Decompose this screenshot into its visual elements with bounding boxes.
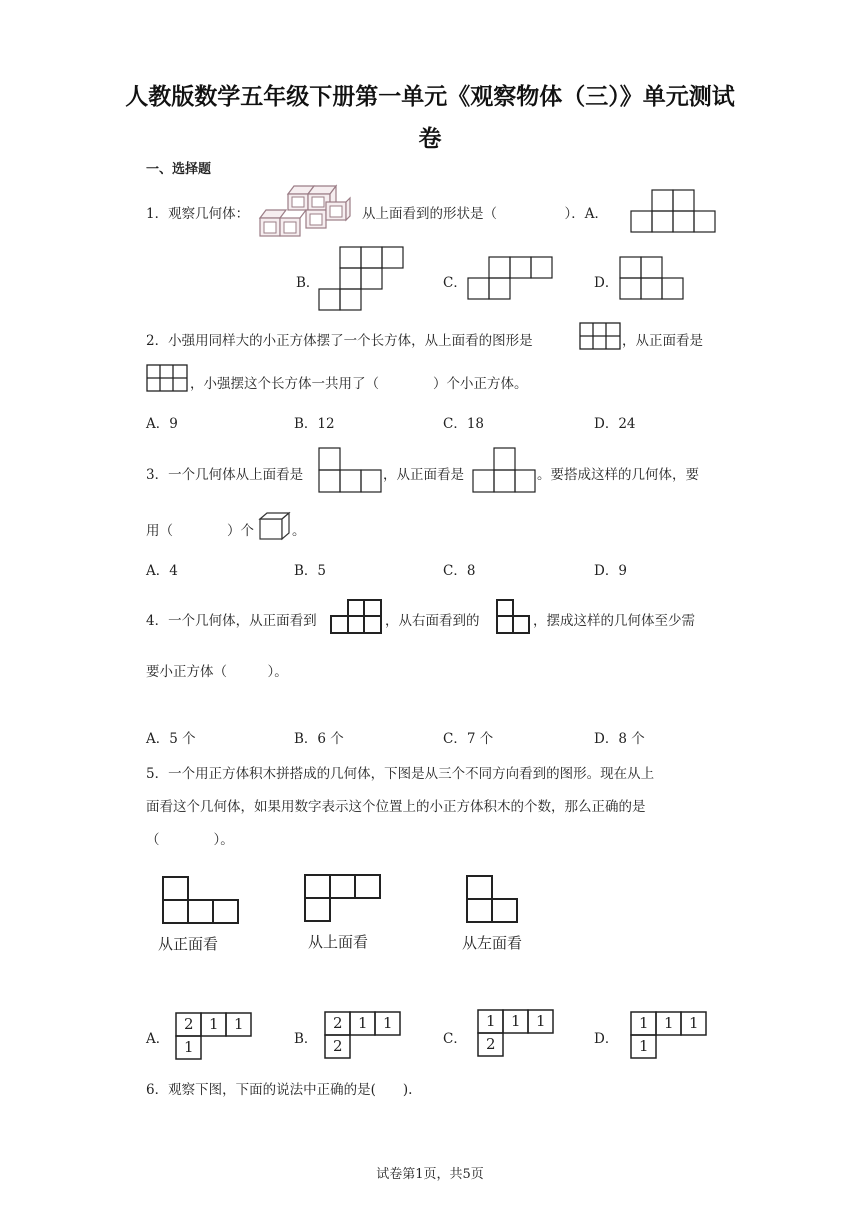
q2-option-a[interactable]: A．9 [146, 416, 178, 432]
q4-option-d[interactable]: D．8 个 [594, 731, 645, 747]
q4-front-view-figure [329, 598, 383, 636]
section-heading: 一、选择题 [146, 162, 212, 177]
q4-line1c: ，摆成这样的几何体至少需 [533, 613, 695, 629]
q5-left-view-caption: 从左面看 [462, 934, 523, 952]
q3-line2b: 。 [292, 523, 306, 539]
q5-option-d-label[interactable]: D． [594, 1031, 619, 1047]
page-title-continued: 卷 [418, 126, 442, 152]
q5-option-c-grid [477, 1009, 555, 1057]
q4-option-c[interactable]: C．7 个 [443, 731, 494, 747]
grid-cell: 1 [689, 1014, 699, 1032]
grid-cell: 1 [383, 1014, 393, 1032]
q4-line1b: ，从右面看到的 [385, 613, 480, 629]
q2-line2: ，小强摆这个长方体一共用了（ ）个小正方体。 [190, 376, 528, 392]
q5-option-a-label[interactable]: A． [146, 1031, 170, 1047]
page-title: 人教版数学五年级下册第一单元《观察物体（三）》单元测试 [125, 84, 735, 110]
q1-option-c-figure [468, 256, 552, 299]
q1-option-d-label[interactable]: D． [594, 275, 619, 291]
q3-line1: 3．一个几何体从上面看是 [146, 467, 304, 483]
q3-line1b: ，从正面看是 [383, 467, 464, 483]
q2-top-view-figure [579, 322, 621, 350]
q5-front-view-caption: 从正面看 [158, 935, 219, 953]
grid-cell: 1 [639, 1014, 649, 1032]
q2-option-b[interactable]: B．12 [294, 416, 335, 432]
cube-icon [259, 512, 291, 540]
q1-stem: 从上面看到的形状是（ ）．A． [362, 206, 608, 222]
grid-cell: 1 [536, 1012, 546, 1030]
q5-line3: （ ）。 [146, 832, 234, 848]
q4-option-b[interactable]: B．6 个 [294, 731, 344, 747]
q3-option-b[interactable]: B．5 [294, 563, 327, 579]
grid-cell: 1 [209, 1015, 219, 1033]
q4-right-view-figure [495, 598, 531, 636]
page-footer: 试卷第1页，共5页 [376, 1167, 484, 1182]
q5-top-view-figure [304, 874, 382, 922]
grid-cell: 1 [184, 1038, 194, 1056]
q2-option-d[interactable]: D．24 [594, 416, 636, 432]
q2-option-c[interactable]: C．18 [443, 416, 485, 432]
grid-cell: 2 [333, 1037, 343, 1055]
q5-line1: 5．一个用正方体积木拼搭成的几何体，下图是从三个不同方向看到的图形。现在从上 [146, 766, 655, 782]
q4-option-a[interactable]: A．5 个 [146, 731, 196, 747]
q2-line1b: ，从正面看是 [622, 333, 703, 349]
q5-line2: 面看这个几何体，如果用数字表示这个位置上的小正方体积木的个数，那么正确的是 [146, 799, 646, 815]
q6-line1: 6．观察下图，下面的说法中正确的是( ). [146, 1082, 413, 1098]
grid-cell: 2 [486, 1035, 496, 1053]
grid-cell: 1 [639, 1037, 649, 1055]
q2-line1: 2．小强用同样大的小正方体摆了一个长方体，从上面看的图形是 [146, 333, 533, 349]
grid-cell: 1 [511, 1012, 521, 1030]
q5-top-view-caption: 从上面看 [308, 933, 369, 951]
q1-solid-figure [258, 182, 350, 238]
q1-option-d-figure [620, 256, 684, 299]
q2-front-view-figure [146, 364, 188, 392]
grid-cell: 2 [184, 1015, 194, 1033]
grid-cell: 1 [486, 1012, 496, 1030]
q5-option-c-label[interactable]: C． [443, 1031, 467, 1047]
q5-option-b-label[interactable]: B． [294, 1031, 318, 1047]
q1-option-b-label[interactable]: B． [296, 275, 320, 291]
q1-option-a-figure [631, 189, 715, 233]
grid-cell: 1 [358, 1014, 368, 1032]
q4-line2: 要小正方体（ ）。 [146, 664, 288, 680]
q3-option-c[interactable]: C．8 [443, 563, 476, 579]
q3-option-a[interactable]: A．4 [146, 563, 178, 579]
q3-line1c: 。要搭成这样的几何体，要 [537, 467, 699, 483]
q5-left-view-figure [466, 875, 520, 923]
q4-line1: 4．一个几何体，从正面看到 [146, 613, 317, 629]
grid-cell: 1 [234, 1015, 244, 1033]
grid-cell: 2 [333, 1014, 343, 1032]
q3-option-d[interactable]: D．9 [594, 563, 627, 579]
q1-option-c-label[interactable]: C． [443, 275, 467, 291]
grid-cell: 1 [664, 1014, 674, 1032]
q5-option-d-grid [630, 1011, 708, 1059]
q5-option-b-grid [324, 1011, 402, 1059]
q3-line2: 用（ ）个 [146, 523, 254, 539]
q5-option-a-grid [175, 1012, 253, 1060]
q5-front-view-figure [162, 876, 240, 924]
q3-front-view-figure [472, 447, 536, 493]
q3-top-view-figure [318, 447, 382, 493]
q1-option-b-figure [319, 246, 403, 310]
q1-prefix: 1．观察几何体： [146, 206, 250, 222]
